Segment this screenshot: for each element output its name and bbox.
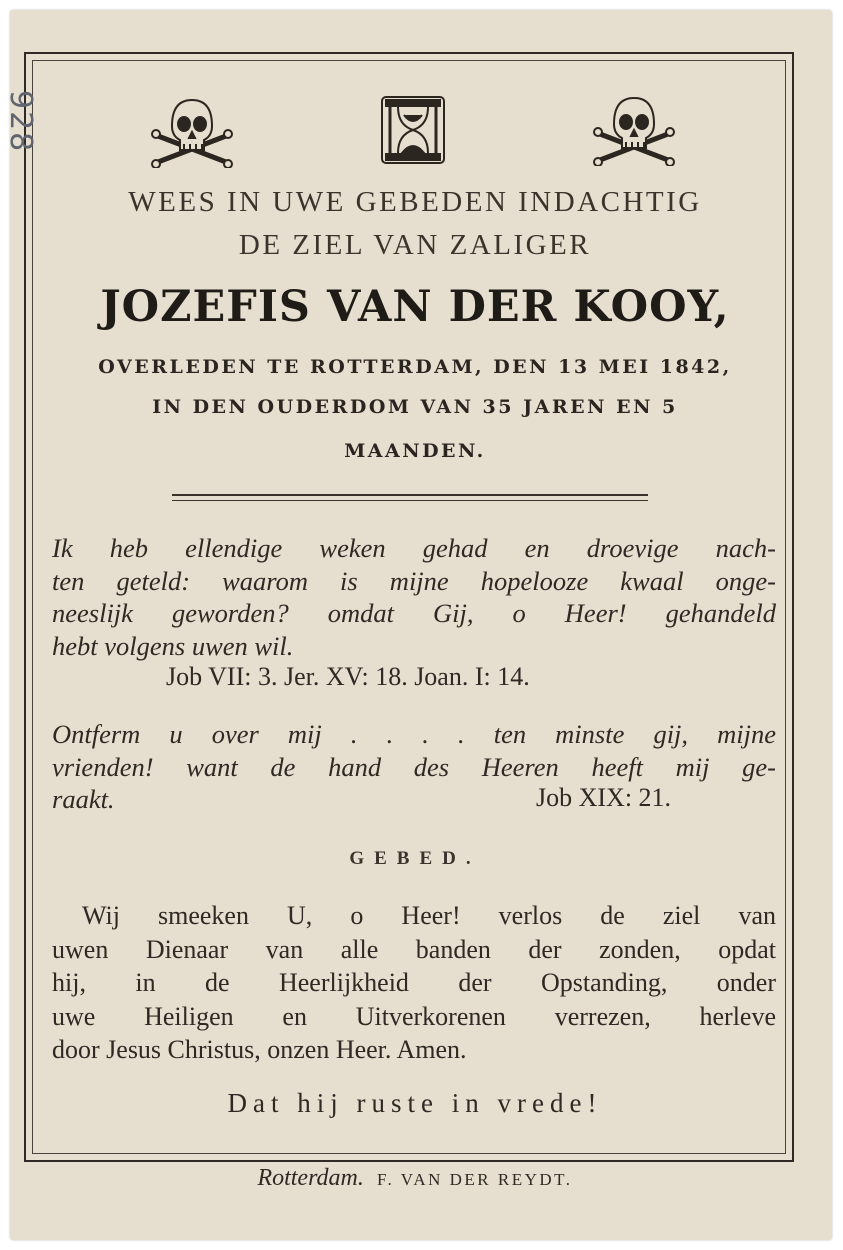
quote1-line: ten geteld: waarom is mijne hopelooze kwaal onge- <box>52 565 776 596</box>
death-line-1: OVERLEDEN TE ROTTERDAM, DEN 13 MEI 1842, <box>98 356 732 378</box>
prayer-line: Wij smeeken U, o Heer! verlos de ziel van <box>82 901 776 930</box>
prayer-text <box>52 899 776 1067</box>
quote1-line: neeslijk geworden? omdat Gij, o Heer! gehandeld <box>52 598 776 628</box>
divider-top <box>172 494 648 496</box>
quote-job-jeremiah <box>52 532 776 662</box>
imprint-printer: F. VAN DER REYDT. <box>376 1170 573 1189</box>
header-line-1: WEES IN UWE GEBEDEN INDACHTIG <box>128 186 702 218</box>
handwritten-number: 928 <box>3 90 38 154</box>
quote1-line: Ik heb ellendige weken gehad en droevige nach- <box>52 533 776 563</box>
quote2-line: raakt. <box>52 784 115 814</box>
closing-blessing: Dat hij ruste in vrede! <box>227 1088 603 1118</box>
imprint <box>40 1165 790 1192</box>
skull-crossbones-right-icon <box>592 94 676 166</box>
hourglass-icon <box>380 95 446 165</box>
prayer-line: uwen Dienaar van alle banden der zonden, opdat <box>52 934 776 964</box>
prayer-title: GEBED. <box>349 848 481 869</box>
divider-bottom <box>172 500 648 501</box>
quote2-line: Ontferm u over mij . . . . ten minste gij, mijne <box>52 719 776 749</box>
skull-crossbones-left-icon <box>150 96 234 168</box>
quote2-reference: Job XIX: 21. <box>536 783 672 812</box>
deceased-name: JOZEFIS VAN DER KOOY, <box>100 282 730 332</box>
quote2-line: vrienden! want de hand des Heeren heeft mij ge- <box>52 751 776 782</box>
death-line-3: MAANDEN. <box>344 440 486 462</box>
header-line-2: DE ZIEL VAN ZALIGER <box>238 229 592 261</box>
prayer-line: hij, in de Heerlijkheid der Opstanding, onder <box>52 968 776 997</box>
death-line-2: IN DEN OUDERDOM VAN 35 JAREN EN 5 <box>152 396 678 418</box>
quote1-line: hebt volgens uwen wil. <box>52 630 294 661</box>
prayer-line: uwe Heiligen en Uitverkorenen verrezen, herleve <box>52 1001 776 1031</box>
imprint-city: Rotterdam. <box>257 1165 364 1191</box>
prayer-line: door Jesus Christus, onzen Heer. Amen. <box>52 1035 467 1064</box>
quote1-reference: Job VII: 3. Jer. XV: 18. Joan. I: 14. <box>166 662 530 691</box>
